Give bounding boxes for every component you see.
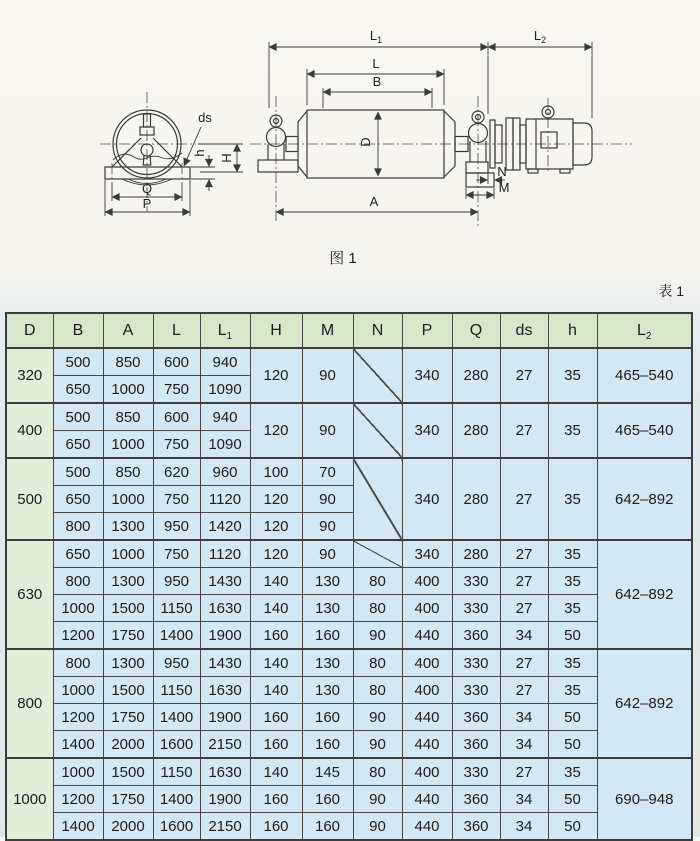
- table-cell: 360: [452, 731, 500, 759]
- table-cell: 70: [302, 458, 353, 486]
- table-cell: 35: [548, 649, 597, 677]
- table-cell: 160: [302, 731, 353, 759]
- table-cell: 90: [302, 513, 353, 541]
- table-cell: 120: [250, 540, 302, 568]
- table-cell: 360: [452, 622, 500, 650]
- table-cell: 160: [250, 813, 302, 841]
- empty-diagonal-cell: [353, 403, 402, 458]
- table-cell: 27: [500, 348, 548, 403]
- table-cell: 500: [53, 458, 103, 486]
- table-cell: 27: [500, 595, 548, 622]
- technical-drawing: [0, 0, 700, 300]
- table-cell: 120: [250, 513, 302, 541]
- table-cell: 1300: [103, 568, 153, 595]
- table-cell: 50: [548, 813, 597, 841]
- table-cell: 34: [500, 786, 548, 813]
- table-cell: 130: [302, 595, 353, 622]
- table-cell: 1630: [200, 595, 250, 622]
- table-cell: 1400: [153, 786, 200, 813]
- table-cell: 90: [302, 540, 353, 568]
- table-cell: 280: [452, 348, 500, 403]
- table-row: [6, 731, 692, 759]
- table-cell: 1430: [200, 649, 250, 677]
- dim-label-l: L: [372, 56, 380, 71]
- table-cell: 1630: [200, 758, 250, 786]
- table-cell: 330: [452, 568, 500, 595]
- table-cell: 440: [402, 813, 452, 841]
- table-cell: 1200: [53, 786, 103, 813]
- table-cell: 1900: [200, 786, 250, 813]
- table-cell: 650: [53, 540, 103, 568]
- table-row: [6, 622, 692, 650]
- table-cell: 750: [153, 486, 200, 513]
- table-cell: 950: [153, 568, 200, 595]
- dim-label-h-upper: H: [219, 153, 234, 163]
- table-cell: 1400: [53, 731, 103, 759]
- table-title: 表 1: [658, 283, 684, 299]
- table-cell: 35: [548, 595, 597, 622]
- table-cell: 1300: [103, 649, 153, 677]
- table-cell: 1600: [153, 813, 200, 841]
- table-cell: 1000: [103, 431, 153, 459]
- table-row: [6, 458, 692, 486]
- table-row: [6, 649, 692, 677]
- table-cell: 440: [402, 622, 452, 650]
- table-cell: 340: [402, 458, 452, 540]
- table-cell: 750: [153, 540, 200, 568]
- table-cell: 330: [452, 649, 500, 677]
- dim-label-ds: ds: [198, 110, 212, 125]
- table-cell: 280: [452, 458, 500, 540]
- table-cell: 160: [302, 622, 353, 650]
- column-header: h: [548, 313, 597, 348]
- table-cell: 1900: [200, 622, 250, 650]
- table-cell: 1000: [53, 595, 103, 622]
- table-cell: 130: [302, 568, 353, 595]
- table-cell: 35: [548, 758, 597, 786]
- table-cell: 100: [250, 458, 302, 486]
- table-cell: 35: [548, 540, 597, 568]
- column-header: $L_2$: [597, 313, 692, 348]
- table-cell: 1200: [53, 704, 103, 731]
- table-cell: 280: [452, 540, 500, 568]
- table-cell: 50: [548, 731, 597, 759]
- table-cell: 90: [353, 813, 402, 841]
- table-cell: 80: [353, 595, 402, 622]
- table-cell: 1750: [103, 704, 153, 731]
- table-cell: 1120: [200, 486, 250, 513]
- table-cell: 642–892: [597, 540, 692, 649]
- table-cell: 34: [500, 704, 548, 731]
- table-cell: 440: [402, 731, 452, 759]
- table-cell: 90: [302, 486, 353, 513]
- table-cell: 160: [302, 813, 353, 841]
- column-header: D: [6, 313, 53, 348]
- dim-label-l1: $L_1$: [369, 28, 383, 45]
- table-cell: 340: [402, 348, 452, 403]
- table-cell: 35: [548, 568, 597, 595]
- empty-diagonal-cell: [353, 348, 402, 403]
- table-cell: 330: [452, 758, 500, 786]
- table-cell: 950: [153, 513, 200, 541]
- table-cell: 160: [250, 786, 302, 813]
- table-cell: 400: [402, 595, 452, 622]
- table-cell: 800: [53, 649, 103, 677]
- table-cell: 280: [452, 403, 500, 458]
- table-cell: 27: [500, 403, 548, 458]
- table-cell: 145: [302, 758, 353, 786]
- column-header: M: [302, 313, 353, 348]
- table-cell: 620: [153, 458, 200, 486]
- table-cell: 340: [402, 540, 452, 568]
- table-cell: 35: [548, 458, 597, 540]
- table-row: [6, 813, 692, 841]
- table-cell: 600: [153, 348, 200, 376]
- table-cell: 400: [402, 568, 452, 595]
- table-cell: 400: [402, 677, 452, 704]
- dim-label-m: M: [498, 180, 510, 195]
- table-cell: 35: [548, 677, 597, 704]
- table-cell: 1900: [200, 704, 250, 731]
- table-cell: 160: [302, 704, 353, 731]
- column-header: L: [153, 313, 200, 348]
- table-cell: 1500: [103, 595, 153, 622]
- table-cell: 400: [402, 758, 452, 786]
- table-cell: 1000: [6, 758, 53, 840]
- table-cell: 35: [548, 403, 597, 458]
- table-cell: 360: [452, 704, 500, 731]
- table-cell: 650: [53, 486, 103, 513]
- figure-caption: 图 1: [329, 250, 357, 267]
- table-cell: 340: [402, 403, 452, 458]
- table-cell: 1090: [200, 431, 250, 459]
- table-cell: 1630: [200, 677, 250, 704]
- column-header: A: [103, 313, 153, 348]
- table-cell: 1150: [153, 758, 200, 786]
- table-cell: 1150: [153, 595, 200, 622]
- table-cell: 330: [452, 595, 500, 622]
- table-cell: 140: [250, 568, 302, 595]
- table-cell: 50: [548, 786, 597, 813]
- table-cell: 27: [500, 677, 548, 704]
- table-cell: 650: [53, 431, 103, 459]
- table-cell: 465–540: [597, 348, 692, 403]
- table-cell: 27: [500, 758, 548, 786]
- table-cell: 27: [500, 649, 548, 677]
- table-cell: 90: [353, 704, 402, 731]
- table-cell: 850: [103, 458, 153, 486]
- column-header: P: [402, 313, 452, 348]
- table-cell: 1000: [53, 677, 103, 704]
- table-cell: 400: [6, 403, 53, 458]
- side-view-dimensions: [269, 28, 592, 212]
- table-cell: 642–892: [597, 649, 692, 758]
- table-cell: 800: [53, 513, 103, 541]
- table-cell: 500: [6, 458, 53, 540]
- dim-label-q: Q: [141, 181, 153, 196]
- table-cell: 2000: [103, 813, 153, 841]
- table-cell: 2000: [103, 731, 153, 759]
- table-cell: 750: [153, 431, 200, 459]
- table-row: [6, 758, 692, 786]
- table-cell: 330: [452, 677, 500, 704]
- table-cell: 1400: [53, 813, 103, 841]
- table-cell: 120: [250, 486, 302, 513]
- end-view-dimensions: [105, 110, 243, 216]
- dim-label-b: B: [372, 74, 382, 89]
- table-cell: 500: [53, 403, 103, 431]
- table-cell: 130: [302, 677, 353, 704]
- table-cell: 690–948: [597, 758, 692, 840]
- table-cell: 440: [402, 786, 452, 813]
- table-cell: 465–540: [597, 403, 692, 458]
- table-cell: 1430: [200, 568, 250, 595]
- table-cell: 80: [353, 649, 402, 677]
- table-cell: 1420: [200, 513, 250, 541]
- table-cell: 160: [302, 786, 353, 813]
- column-header: Q: [452, 313, 500, 348]
- table-cell: 940: [200, 403, 250, 431]
- table-cell: 1600: [153, 731, 200, 759]
- table-cell: 34: [500, 813, 548, 841]
- table-cell: 850: [103, 403, 153, 431]
- table-cell: 90: [302, 348, 353, 403]
- table-cell: 1500: [103, 677, 153, 704]
- table-cell: 160: [250, 731, 302, 759]
- pulley-drawing-svg: [0, 0, 700, 300]
- table-cell: 140: [250, 595, 302, 622]
- table-cell: 630: [6, 540, 53, 649]
- empty-diagonal-cell: [353, 458, 402, 540]
- table-cell: 750: [153, 376, 200, 404]
- table-cell: 90: [353, 622, 402, 650]
- table-cell: 440: [402, 704, 452, 731]
- table-cell: 90: [302, 403, 353, 458]
- table-cell: 1200: [53, 622, 103, 650]
- table-cell: 140: [250, 758, 302, 786]
- table-cell: 1400: [153, 704, 200, 731]
- column-header: B: [53, 313, 103, 348]
- table-cell: 1000: [53, 758, 103, 786]
- table-cell: 642–892: [597, 458, 692, 540]
- table-cell: 1000: [103, 540, 153, 568]
- table-cell: 1150: [153, 677, 200, 704]
- table-cell: 50: [548, 704, 597, 731]
- spec-table: [5, 312, 693, 841]
- table-cell: 1750: [103, 786, 153, 813]
- table-cell: 1300: [103, 513, 153, 541]
- table-cell: 34: [500, 731, 548, 759]
- table-cell: 35: [548, 348, 597, 403]
- table-cell: 500: [53, 348, 103, 376]
- dim-label-a: A: [369, 194, 379, 209]
- table-cell: 360: [452, 786, 500, 813]
- empty-diagonal-cell: [353, 540, 402, 568]
- table-cell: 950: [153, 649, 200, 677]
- table-cell: 1500: [103, 758, 153, 786]
- table-cell: 27: [500, 458, 548, 540]
- table-cell: 80: [353, 677, 402, 704]
- table-cell: 2150: [200, 813, 250, 841]
- table-cell: 1750: [103, 622, 153, 650]
- table-cell: 130: [302, 649, 353, 677]
- table-row: [6, 677, 692, 704]
- table-cell: 1120: [200, 540, 250, 568]
- side-view-drawing: [250, 96, 632, 228]
- table-cell: 34: [500, 622, 548, 650]
- table-cell: 360: [452, 813, 500, 841]
- table-row: [6, 704, 692, 731]
- column-header: H: [250, 313, 302, 348]
- table-cell: 140: [250, 649, 302, 677]
- table-row: [6, 348, 692, 376]
- table-cell: 90: [353, 786, 402, 813]
- table-row: [6, 540, 692, 568]
- column-header: ds: [500, 313, 548, 348]
- table-cell: 80: [353, 758, 402, 786]
- table-cell: 1000: [103, 376, 153, 404]
- table-cell: 160: [250, 622, 302, 650]
- column-header: N: [353, 313, 402, 348]
- table-cell: 320: [6, 348, 53, 403]
- table-cell: 2150: [200, 731, 250, 759]
- table-cell: 1400: [153, 622, 200, 650]
- dim-label-h-lower: h: [192, 149, 207, 157]
- table-cell: 960: [200, 458, 250, 486]
- table-row: [6, 595, 692, 622]
- dim-label-n: N: [497, 164, 507, 179]
- dim-label-d: D: [358, 137, 373, 147]
- dim-label-p: P: [142, 196, 152, 211]
- table-cell: 120: [250, 403, 302, 458]
- table-cell: 940: [200, 348, 250, 376]
- dim-label-l2: $L_2$: [533, 28, 547, 45]
- table-cell: 90: [353, 731, 402, 759]
- table-cell: 80: [353, 568, 402, 595]
- table-cell: 140: [250, 677, 302, 704]
- table-cell: 1000: [103, 486, 153, 513]
- table-cell: 400: [402, 649, 452, 677]
- table-row: [6, 403, 692, 431]
- table-cell: 160: [250, 704, 302, 731]
- table-cell: 1090: [200, 376, 250, 404]
- table-cell: 800: [53, 568, 103, 595]
- table-cell: 120: [250, 348, 302, 403]
- column-header: $L_1$: [200, 313, 250, 348]
- table-row: [6, 786, 692, 813]
- table-cell: 600: [153, 403, 200, 431]
- table-cell: 650: [53, 376, 103, 404]
- table-cell: 27: [500, 540, 548, 568]
- table-row: [6, 568, 692, 595]
- table-cell: 50: [548, 622, 597, 650]
- table-cell: 800: [6, 649, 53, 758]
- table-cell: 27: [500, 568, 548, 595]
- table-cell: 850: [103, 348, 153, 376]
